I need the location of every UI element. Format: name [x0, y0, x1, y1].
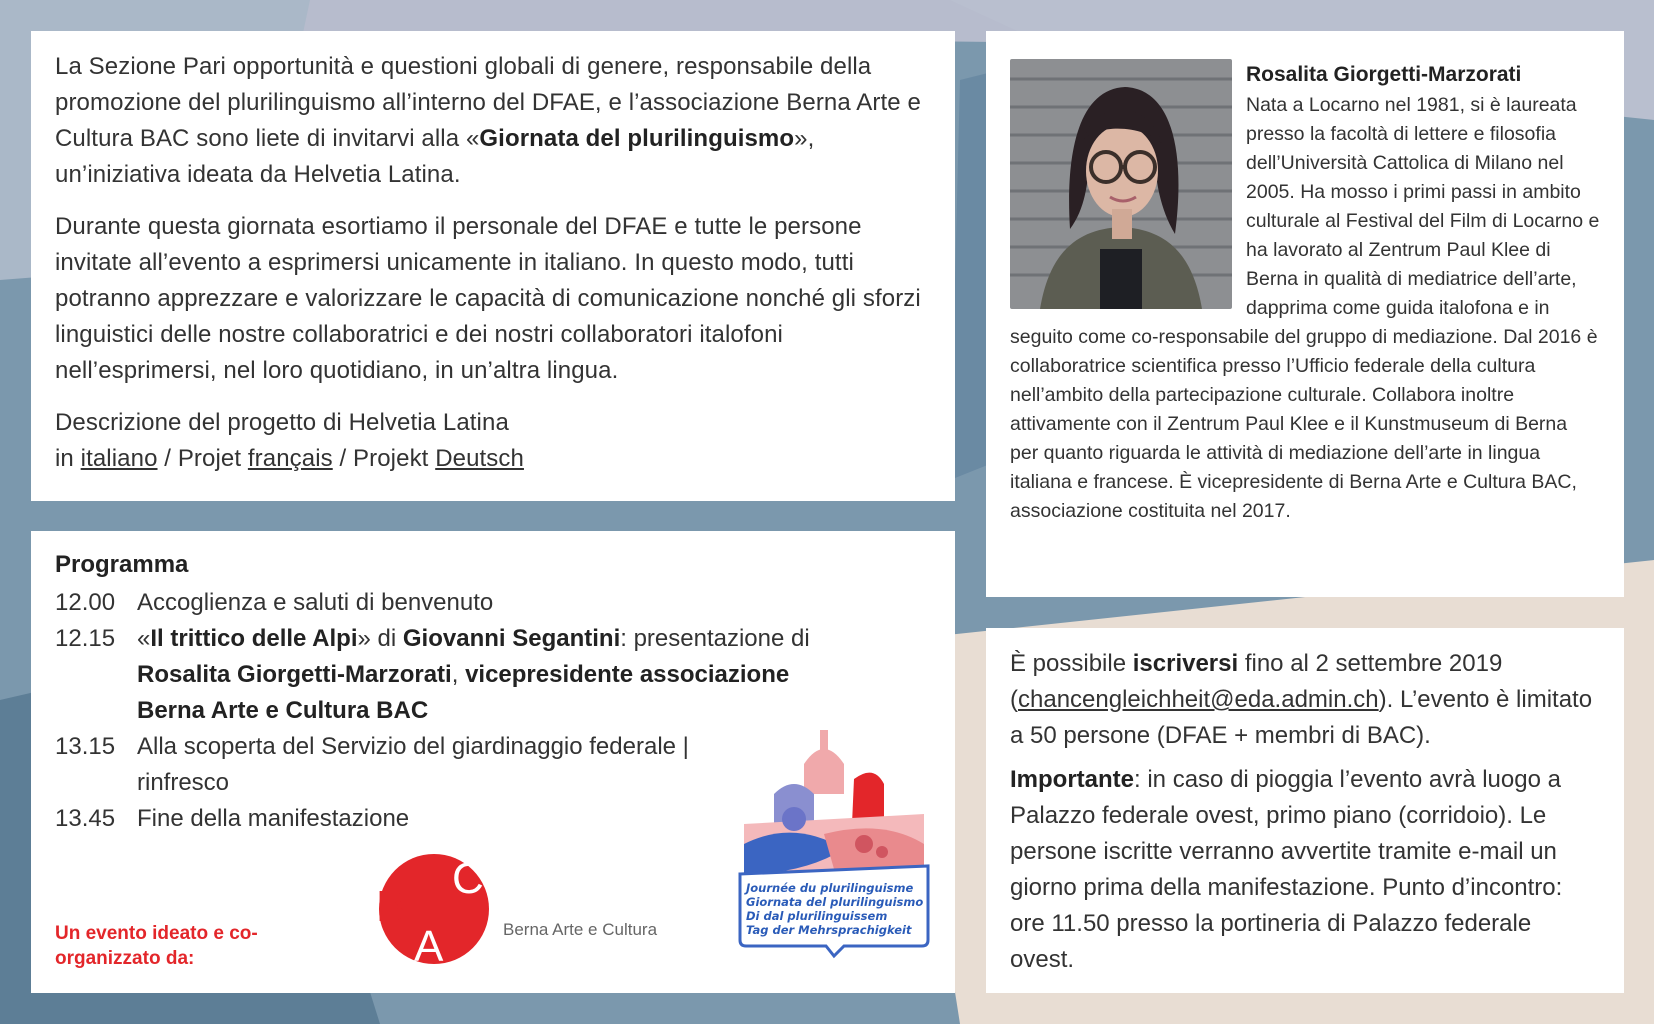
links-separator: / Projet	[157, 445, 248, 472]
portrait-photo	[1010, 59, 1232, 309]
bio-name: Rosalita Giorgetti-Marzorati	[1246, 63, 1522, 86]
project-description-label: Descrizione del progetto di Helvetia Latina	[55, 409, 509, 436]
program-time: 12.15	[55, 625, 116, 652]
project-links	[55, 405, 931, 477]
intro-paragraph	[55, 49, 931, 193]
presentation-label: : presentazione di	[620, 625, 810, 652]
artist-name: Giovanni Segantini	[402, 625, 621, 652]
links-separator: / Projekt	[332, 445, 436, 472]
links-prefix: in	[55, 445, 81, 472]
speaker-name: Rosalita Giorgetti-Marzorati	[137, 661, 452, 688]
intro-card	[31, 31, 955, 501]
event-name: Giornata del plurilinguismo	[479, 125, 795, 152]
bio-text: Nata a Locarno nel 1981, si è laureata presso la facoltà di lettere e filosofia dell’Università Cattolica di Milano nel 2005. Ha mosso i primi passi in ambito culturale al Festival del Film di Locarno e ha lavorato al Zentrum Paul Klee di Berna in qualità di mediatrice dell’arte, dapprima come guida italofona e in seguito come co-responsabile del gruppo di mediazione. Dal 2016 è collaboratrice scientifica presso l’Ufficio federale della cultura nell’ambito della partecipazione culturale. Collabora inoltre attivamente con il Zentrum Paul Klee e il Kunstmuseum di Berna per quanto riguarda le attività di mediazione dell’arte in lingua italiana e francese. È vicepresidente di Berna Arte e Cultura BAC, associazione costituita nel 2017.	[1010, 94, 1600, 522]
program-time: 13.45	[55, 805, 116, 832]
logo-line-fr: Journée du plurilinguisme	[746, 881, 914, 895]
bio-card	[986, 31, 1624, 597]
link-francais[interactable]: français	[247, 445, 333, 472]
bac-logo	[376, 849, 496, 969]
bac-letter-c: C	[452, 854, 484, 903]
registration-paragraph	[1010, 646, 1600, 754]
program-time: 12.00	[55, 589, 116, 616]
quote-open: «	[137, 625, 151, 652]
registration-card	[986, 628, 1624, 993]
program-card	[31, 531, 955, 993]
quote-close: » di	[357, 625, 403, 652]
important-paragraph	[1010, 762, 1600, 978]
registration-deadline: fino al 2 settembre 2019 (	[1010, 650, 1503, 713]
registration-text: È possibile	[1010, 650, 1133, 677]
registration-limit: ). L’evento è limitato a 50 persone (DFAE + membri di BAC).	[1010, 686, 1593, 749]
exhortation-paragraph: Durante questa giornata esortiamo il personale del DFAE e tutte le persone invitate all’evento a esprimersi unicamente in italiano. In questo modo, tutti potranno apprezzare e valorizzare le capacità di comunicazione nonché gli sforzi linguistici delle nostre collaboratrici e dei nostri collaboratori italofoni nell’esprimersi, nel loro quotidiano, in un’altra lingua.	[55, 213, 921, 384]
link-deutsch[interactable]: Deutsch	[435, 445, 524, 472]
program-description: Fine della manifestazione	[137, 805, 410, 832]
plurilingualism-logo	[734, 724, 934, 960]
program-description: Alla scoperta del Servizio del giardinaggio federale | rinfresco	[137, 733, 689, 796]
bac-name: Berna Arte e Cultura	[503, 920, 658, 939]
program-description: Accoglienza e saluti di benvenuto	[137, 589, 494, 616]
important-text: : in caso di pioggia l’evento avrà luogo a Palazzo federale ovest, primo piano (corridoio). Le persone iscritte verranno avvertite tramite e-mail un giorno prima della manifestazione. Punto d’incontro: ore 11.50 presso la portineria di Palazzo federale ovest.	[1010, 766, 1563, 973]
program-row	[55, 585, 931, 621]
logo-line-rm: Di dal plurilinguissem	[746, 909, 888, 923]
program-description	[137, 621, 857, 729]
program-row	[55, 621, 931, 729]
register-keyword: iscriversi	[1132, 650, 1239, 677]
intro-text: La Sezione Pari opportunità e questioni globali di genere, responsabile della promozione del plurilinguismo all’interno del DFAE, e l’associazione Berna Arte e Cultura BAC sono liete di invitarvi alla «	[55, 53, 921, 152]
program-time: 13.15	[55, 733, 116, 760]
bac-letter-b: B	[376, 882, 406, 931]
artwork-title: Il trittico delle Alpi	[150, 625, 358, 652]
bac-letter-a: A	[414, 922, 444, 969]
link-italiano[interactable]: italiano	[80, 445, 158, 472]
logo-line-it: Giornata del plurilinguismo	[746, 895, 924, 909]
program-heading: Programma	[55, 551, 189, 578]
logo-line-de: Tag der Mehrsprachigkeit	[746, 923, 912, 937]
comma: ,	[451, 661, 466, 688]
intro-text-end: », un’iniziativa ideata da Helvetia Latina.	[55, 125, 815, 188]
important-label: Importante	[1010, 766, 1135, 793]
organizer-label: Un evento ideato e co-organizzato da:	[55, 923, 258, 969]
email-link[interactable]: chancengleichheit@eda.admin.ch	[1018, 686, 1379, 713]
speaker-role: vicepresidente associazione Berna Arte e Cultura BAC	[137, 661, 790, 724]
